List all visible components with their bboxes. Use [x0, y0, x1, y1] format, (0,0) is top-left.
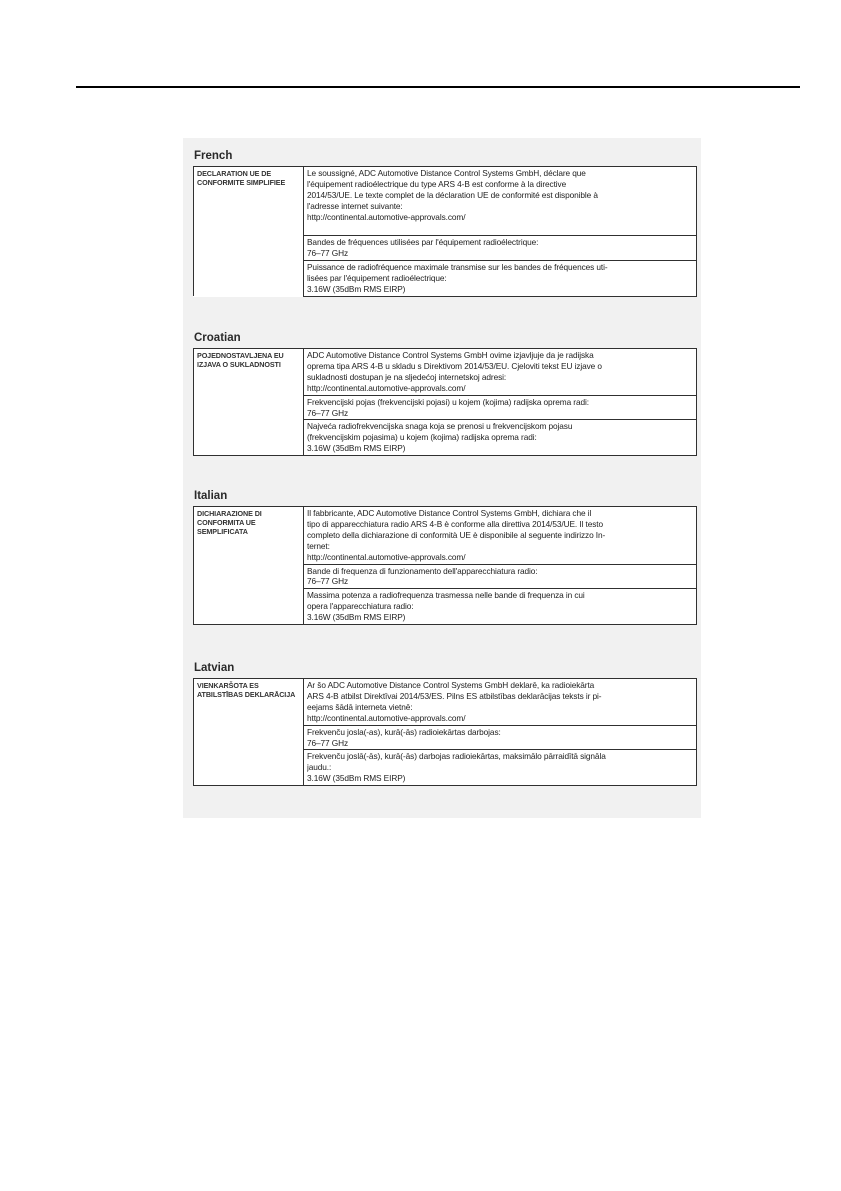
declaration-table	[193, 166, 697, 297]
language-heading: Italian	[194, 490, 228, 502]
declaration-table	[193, 678, 697, 786]
table-row	[194, 679, 697, 726]
declaration-table	[193, 506, 697, 625]
table-row	[194, 507, 697, 565]
power-cell: Frekvenču joslā(-ās), kurā(-ās) darbojas radioiekārtas, maksimālo pārraidītā signāla jaudu.: 3.16W (35dBm RMS EIRP)	[304, 750, 697, 786]
power-cell: Puissance de radiofréquence maximale transmise sur les bandes de fréquences uti- lisées par l'équipement radioélectrique: 3.16W (35dBm RMS EIRP)	[304, 260, 697, 296]
declaration-title: DICHIARAZIONE DI CONFORMITA UE SEMPLIFICATA	[194, 507, 304, 625]
table-row	[194, 349, 697, 396]
section-croatian	[193, 328, 699, 456]
declaration-cell: Il fabbricante, ADC Automotive Distance Control Systems GmbH, dichiara che il tipo di apparecchiatura radio ARS 4-B è conforme alla direttiva 2014/53/UE. Il testo completo della dichiarazione di conformità UE è disponibile al seguente indirizzo In- ternet: http://continental.automotive-approvals.com/	[304, 507, 697, 565]
declaration-cell: ADC Automotive Distance Control Systems GmbH ovime izjavljuje da je radijska oprema tipa ARS 4-B u skladu s Direktivom 2014/53/EU. Cjeloviti tekst EU izjave o sukladnosti dostupan je na sljedećoj internetskoj adresi: http://continental.automotive-approvals.com/	[304, 349, 697, 396]
language-heading: French	[194, 150, 233, 162]
frequency-cell: Bandes de fréquences utilisées par l'équipement radioélectrique: 76–77 GHz	[304, 236, 697, 261]
table-row	[194, 167, 697, 236]
header-rule	[76, 86, 800, 88]
section-latvian	[193, 658, 699, 786]
language-heading: Croatian	[194, 332, 241, 344]
frequency-cell: Frekvencijski pojas (frekvencijski pojasi) u kojem (kojima) radijska oprema radi: 76–77 GHz	[304, 395, 697, 420]
declaration-cell: Ar šo ADC Automotive Distance Control Systems GmbH deklarē, ka radioiekārta ARS 4-B atbilst Direktīvai 2014/53/ES. Pilns ES atbilstības deklarācijas teksts ir pi- eejams šādā interneta vietnē: http://continental.automotive-approvals.com/	[304, 679, 697, 726]
power-cell: Najveća radiofrekvencijska snaga koja se prenosi u frekvencijskom pojasu (frekvencijskim pojasima) u kojem (kojima) radijska oprema radi: 3.16W (35dBm RMS EIRP)	[304, 420, 697, 456]
declaration-title: DECLARATION UE DE CONFORMITE SIMPLIFIEE	[194, 167, 304, 297]
language-heading: Latvian	[194, 662, 235, 674]
power-cell: Massima potenza a radiofrequenza trasmessa nelle bande di frequenza in cui opera l'apparecchiatura radio: 3.16W (35dBm RMS EIRP)	[304, 589, 697, 625]
declaration-cell: Le soussigné, ADC Automotive Distance Control Systems GmbH, déclare que l'équipement radioélectrique du type ARS 4-B est conforme à la directive 2014/53/UE. Le texte complet de la déclaration UE de conformité est disponible à l'adresse internet suivante: http://continental.automotive-approvals.com/	[304, 167, 697, 236]
section-french	[193, 146, 699, 297]
declaration-title: VIENKARŠOTA ES ATBILSTĪBAS DEKLARĀCIJA	[194, 679, 304, 786]
declaration-table	[193, 348, 697, 456]
frequency-cell: Bande di frequenza di funzionamento dell'apparecchiatura radio: 76–77 GHz	[304, 564, 697, 589]
declaration-title: POJEDNOSTAVLJENA EU IZJAVA O SUKLADNOSTI	[194, 349, 304, 456]
section-italian	[193, 486, 699, 625]
frequency-cell: Frekvenču josla(-as), kurā(-ās) radioiekārtas darbojas: 76–77 GHz	[304, 725, 697, 750]
